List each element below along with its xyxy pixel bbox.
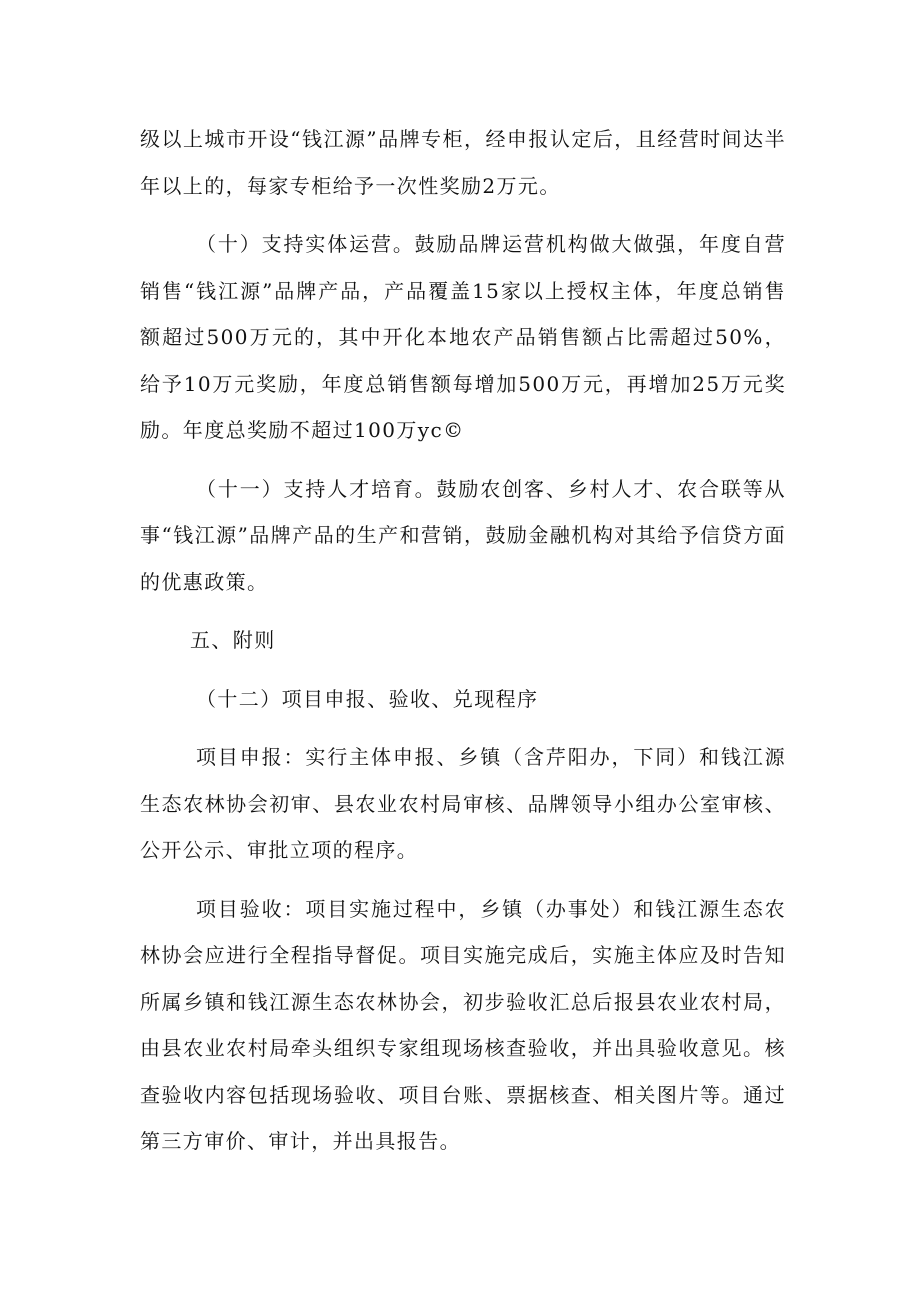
subsection-heading: （十二）项目申报、验收、兑现程序	[196, 686, 539, 711]
section-heading: 五、附则	[190, 628, 276, 652]
document-body	[140, 116, 786, 1177]
paragraph-project-acceptance: 项目验收：项目实施过程中，乡镇（办事处）和钱江源生态农林协会应进行全程指导督促。项目实施完成后，实施主体应及时告知所属乡镇和钱江源生态农林协会，初步验收汇总后报县农业农村局，由县农业农村局牵头组织专家组现场核查验收，并出具验收意见。核查验收内容包括现场验收、项目台账、票据核查、相关图片等。通过第三方审价、审计，并出具报告。	[140, 896, 786, 1153]
paragraph-project-application: 项目申报：实行主体申报、乡镇（含芹阳办，下同）和钱江源生态农林协会初审、县农业农村局审核、品牌领导小组办公室审核、公开公示、审批立项的程序。	[140, 745, 786, 862]
paragraph-item-11: （十一）支持人才培育。鼓励农创客、乡村人才、农合联等从事“钱江源”品牌产品的生产和营销，鼓励金融机构对其给予信贷方面的优惠政策。	[140, 476, 786, 594]
paragraph-item-10: （十）支持实体运营。鼓励品牌运营机构做大做强，年度自营销售“钱江源”品牌产品，产品覆盖15家以上授权主体，年度总销售额超过500万元的，其中开化本地农产品销售额占比需超过50%，给予10万元奖励，年度总销售额每增加500万元，再增加25万元奖励。年度总奖励不超过100万yc©	[140, 232, 786, 442]
paragraph-continuation: 级以上城市开设“钱江源”品牌专柜，经申报认定后，且经营时间达半年以上的，每家专柜给予一次性奖励2万元。	[140, 127, 786, 198]
